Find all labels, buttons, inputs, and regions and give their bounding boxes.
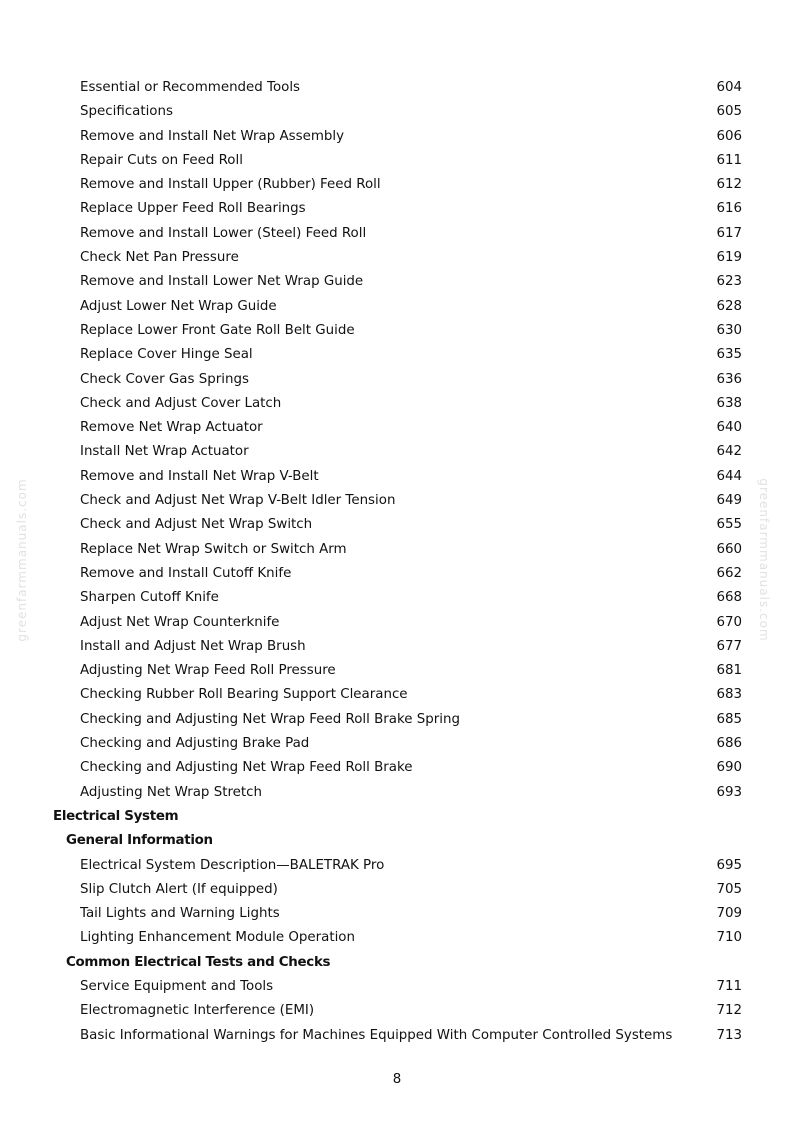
toc-entry-title: Check and Adjust Net Wrap Switch <box>80 517 313 533</box>
toc-entry[interactable] <box>0 319 794 343</box>
toc-entry-title: Electromagnetic Interference (EMI) <box>80 1003 315 1019</box>
toc-entry[interactable] <box>0 125 794 149</box>
toc-entry-title: Replace Cover Hinge Seal <box>80 347 253 363</box>
toc-entry-title: Specifications <box>80 104 173 120</box>
toc-entry-page: 636 <box>716 371 742 387</box>
toc-entry[interactable] <box>0 100 794 124</box>
toc-entry[interactable] <box>0 222 794 246</box>
toc-entry[interactable] <box>0 635 794 659</box>
toc-entry-page: 683 <box>716 687 742 703</box>
toc-entry-page: 604 <box>716 80 742 95</box>
toc-section-heading[interactable] <box>0 805 794 829</box>
toc-entry[interactable] <box>0 173 794 197</box>
toc-entry-title: Lighting Enhancement Module Operation <box>80 930 355 946</box>
toc-entry[interactable] <box>0 513 794 537</box>
toc-entry-page: 640 <box>716 420 742 436</box>
toc-entry[interactable] <box>0 270 794 294</box>
toc-entry[interactable] <box>0 732 794 756</box>
toc-entry-title: Install Net Wrap Actuator <box>80 444 249 460</box>
toc-entry[interactable] <box>0 416 794 440</box>
toc-entry-title: Checking and Adjusting Net Wrap Feed Roll Brake <box>80 760 413 776</box>
toc-entry-title: Remove and Install Lower Net Wrap Guide <box>80 274 364 290</box>
toc-entry-title: Checking and Adjusting Net Wrap Feed Roll Brake Spring <box>80 711 460 727</box>
toc-entry-page: 668 <box>716 590 742 606</box>
toc-entry-title: Check and Adjust Net Wrap V-Belt Idler Tension <box>80 493 396 509</box>
toc-entry[interactable] <box>0 197 794 221</box>
toc-entry[interactable] <box>0 343 794 367</box>
toc-entry-page: 686 <box>716 736 742 752</box>
toc-entry-title: Replace Lower Front Gate Roll Belt Guide <box>80 322 355 338</box>
toc-entry[interactable] <box>0 465 794 489</box>
toc-entry[interactable] <box>0 902 794 926</box>
toc-entry-page: 712 <box>716 1003 742 1019</box>
watermark-right: greenfarmmanuals.com <box>757 478 771 642</box>
toc-subsection-heading[interactable] <box>0 951 794 975</box>
toc-entry-title: Checking Rubber Roll Bearing Support Clearance <box>80 687 408 703</box>
toc-entry-title: Basic Informational Warnings for Machines Equipped With Computer Controlled Systems <box>80 1027 673 1043</box>
toc-entry-title: Replace Upper Feed Roll Bearings <box>80 201 306 217</box>
toc-entry[interactable] <box>0 926 794 950</box>
toc-entry-page: 670 <box>716 614 742 630</box>
toc-entry-title: General Information <box>66 833 213 849</box>
toc-entry[interactable] <box>0 76 794 100</box>
toc-entry-title: Check Cover Gas Springs <box>80 371 249 387</box>
toc-entry-title: Check Net Pan Pressure <box>80 250 239 266</box>
toc-entry-page: 644 <box>716 468 742 484</box>
toc-entry-page: 628 <box>716 298 742 314</box>
toc-entry-page: 713 <box>716 1027 742 1043</box>
toc-entry-page: 709 <box>716 906 742 922</box>
toc-entry-page: 710 <box>716 930 742 946</box>
toc-entry-page: 616 <box>716 201 742 217</box>
toc-entry[interactable] <box>0 489 794 513</box>
toc-entry-page: 705 <box>716 881 742 897</box>
toc-entry-title: Remove and Install Lower (Steel) Feed Roll <box>80 225 367 241</box>
toc-entry[interactable] <box>0 246 794 270</box>
toc-entry[interactable] <box>0 538 794 562</box>
toc-entry-page: 690 <box>716 760 742 776</box>
toc-entry-page: 635 <box>716 347 742 363</box>
toc-entry-title: Remove and Install Net Wrap Assembly <box>80 128 345 144</box>
toc-entry-page: 642 <box>716 444 742 460</box>
toc-entry-title: Electrical System <box>53 808 179 824</box>
toc-entry[interactable] <box>0 586 794 610</box>
toc-entry-page: 695 <box>716 857 742 873</box>
toc-entry[interactable] <box>0 708 794 732</box>
toc-entry-page: 685 <box>716 711 742 727</box>
toc-entry-title: Slip Clutch Alert (If equipped) <box>80 881 278 897</box>
toc-entry-title: Sharpen Cutoff Knife <box>80 590 219 606</box>
toc-entry-title: Checking and Adjusting Brake Pad <box>80 736 310 752</box>
toc-entry-page: 605 <box>716 104 742 120</box>
toc-entry-page: 662 <box>716 565 742 581</box>
toc-entry-title: Electrical System Description—BALETRAK Pro <box>80 857 385 873</box>
toc-entry[interactable] <box>0 392 794 416</box>
toc-entry-page: 619 <box>716 250 742 266</box>
toc-entry-page: 660 <box>716 541 742 557</box>
toc-entry[interactable] <box>0 854 794 878</box>
toc-entry-title: Adjusting Net Wrap Feed Roll Pressure <box>80 663 336 679</box>
toc-entry[interactable] <box>0 368 794 392</box>
toc-entry[interactable] <box>0 611 794 635</box>
toc-entry-page: 711 <box>716 978 742 994</box>
toc-entry-title: Remove and Install Cutoff Knife <box>80 565 292 581</box>
toc-entry[interactable] <box>0 683 794 707</box>
toc-entry[interactable] <box>0 975 794 999</box>
toc-entry-page: 638 <box>716 395 742 411</box>
toc-entry-title: Repair Cuts on Feed Roll <box>80 152 243 168</box>
toc-entry-page: 655 <box>716 517 742 533</box>
toc-entry-page: 677 <box>716 638 742 654</box>
toc-entry[interactable] <box>0 1024 794 1048</box>
toc-entry-title: Remove and Install Upper (Rubber) Feed Roll <box>80 177 381 193</box>
toc-entry-title: Install and Adjust Net Wrap Brush <box>80 638 306 654</box>
toc-entry[interactable] <box>0 562 794 586</box>
toc-entry[interactable] <box>0 878 794 902</box>
toc-entry[interactable] <box>0 149 794 173</box>
toc-entry-page: 617 <box>716 225 742 241</box>
toc-entry-title: Remove Net Wrap Actuator <box>80 420 263 436</box>
toc-entry-title: Adjust Net Wrap Counterknife <box>80 614 280 630</box>
toc-entry-page: 649 <box>716 493 742 509</box>
toc-entry-page: 623 <box>716 274 742 290</box>
toc-entry[interactable] <box>0 440 794 464</box>
toc-entry-title: Replace Net Wrap Switch or Switch Arm <box>80 541 347 557</box>
toc-entry-title: Check and Adjust Cover Latch <box>80 395 282 411</box>
toc-entry[interactable] <box>0 756 794 780</box>
toc-entry-title: Common Electrical Tests and Checks <box>66 954 331 970</box>
toc-entry-title: Service Equipment and Tools <box>80 978 274 994</box>
page-number: 8 <box>392 1072 402 1087</box>
toc-entry-title: Essential or Recommended Tools <box>80 80 301 95</box>
toc-entry[interactable] <box>0 659 794 683</box>
toc-entry-page: 606 <box>716 128 742 144</box>
toc-subsection-heading[interactable] <box>0 829 794 853</box>
toc-entry-page: 681 <box>716 663 742 679</box>
toc-entry-page: 611 <box>716 152 742 168</box>
watermark-left: greenfarmmanuals.com <box>15 478 29 642</box>
toc-entry-title: Remove and Install Net Wrap V-Belt <box>80 468 319 484</box>
toc-entry-title: Adjusting Net Wrap Stretch <box>80 784 262 800</box>
toc-entry[interactable] <box>0 999 794 1023</box>
toc-entry-page: 693 <box>716 784 742 800</box>
toc-entry-page: 612 <box>716 177 742 193</box>
toc-entry-title: Adjust Lower Net Wrap Guide <box>80 298 277 314</box>
toc-entry[interactable] <box>0 781 794 805</box>
table-of-contents <box>0 76 794 1048</box>
toc-entry-title: Tail Lights and Warning Lights <box>80 906 280 922</box>
toc-entry-page: 630 <box>716 322 742 338</box>
toc-entry[interactable] <box>0 295 794 319</box>
